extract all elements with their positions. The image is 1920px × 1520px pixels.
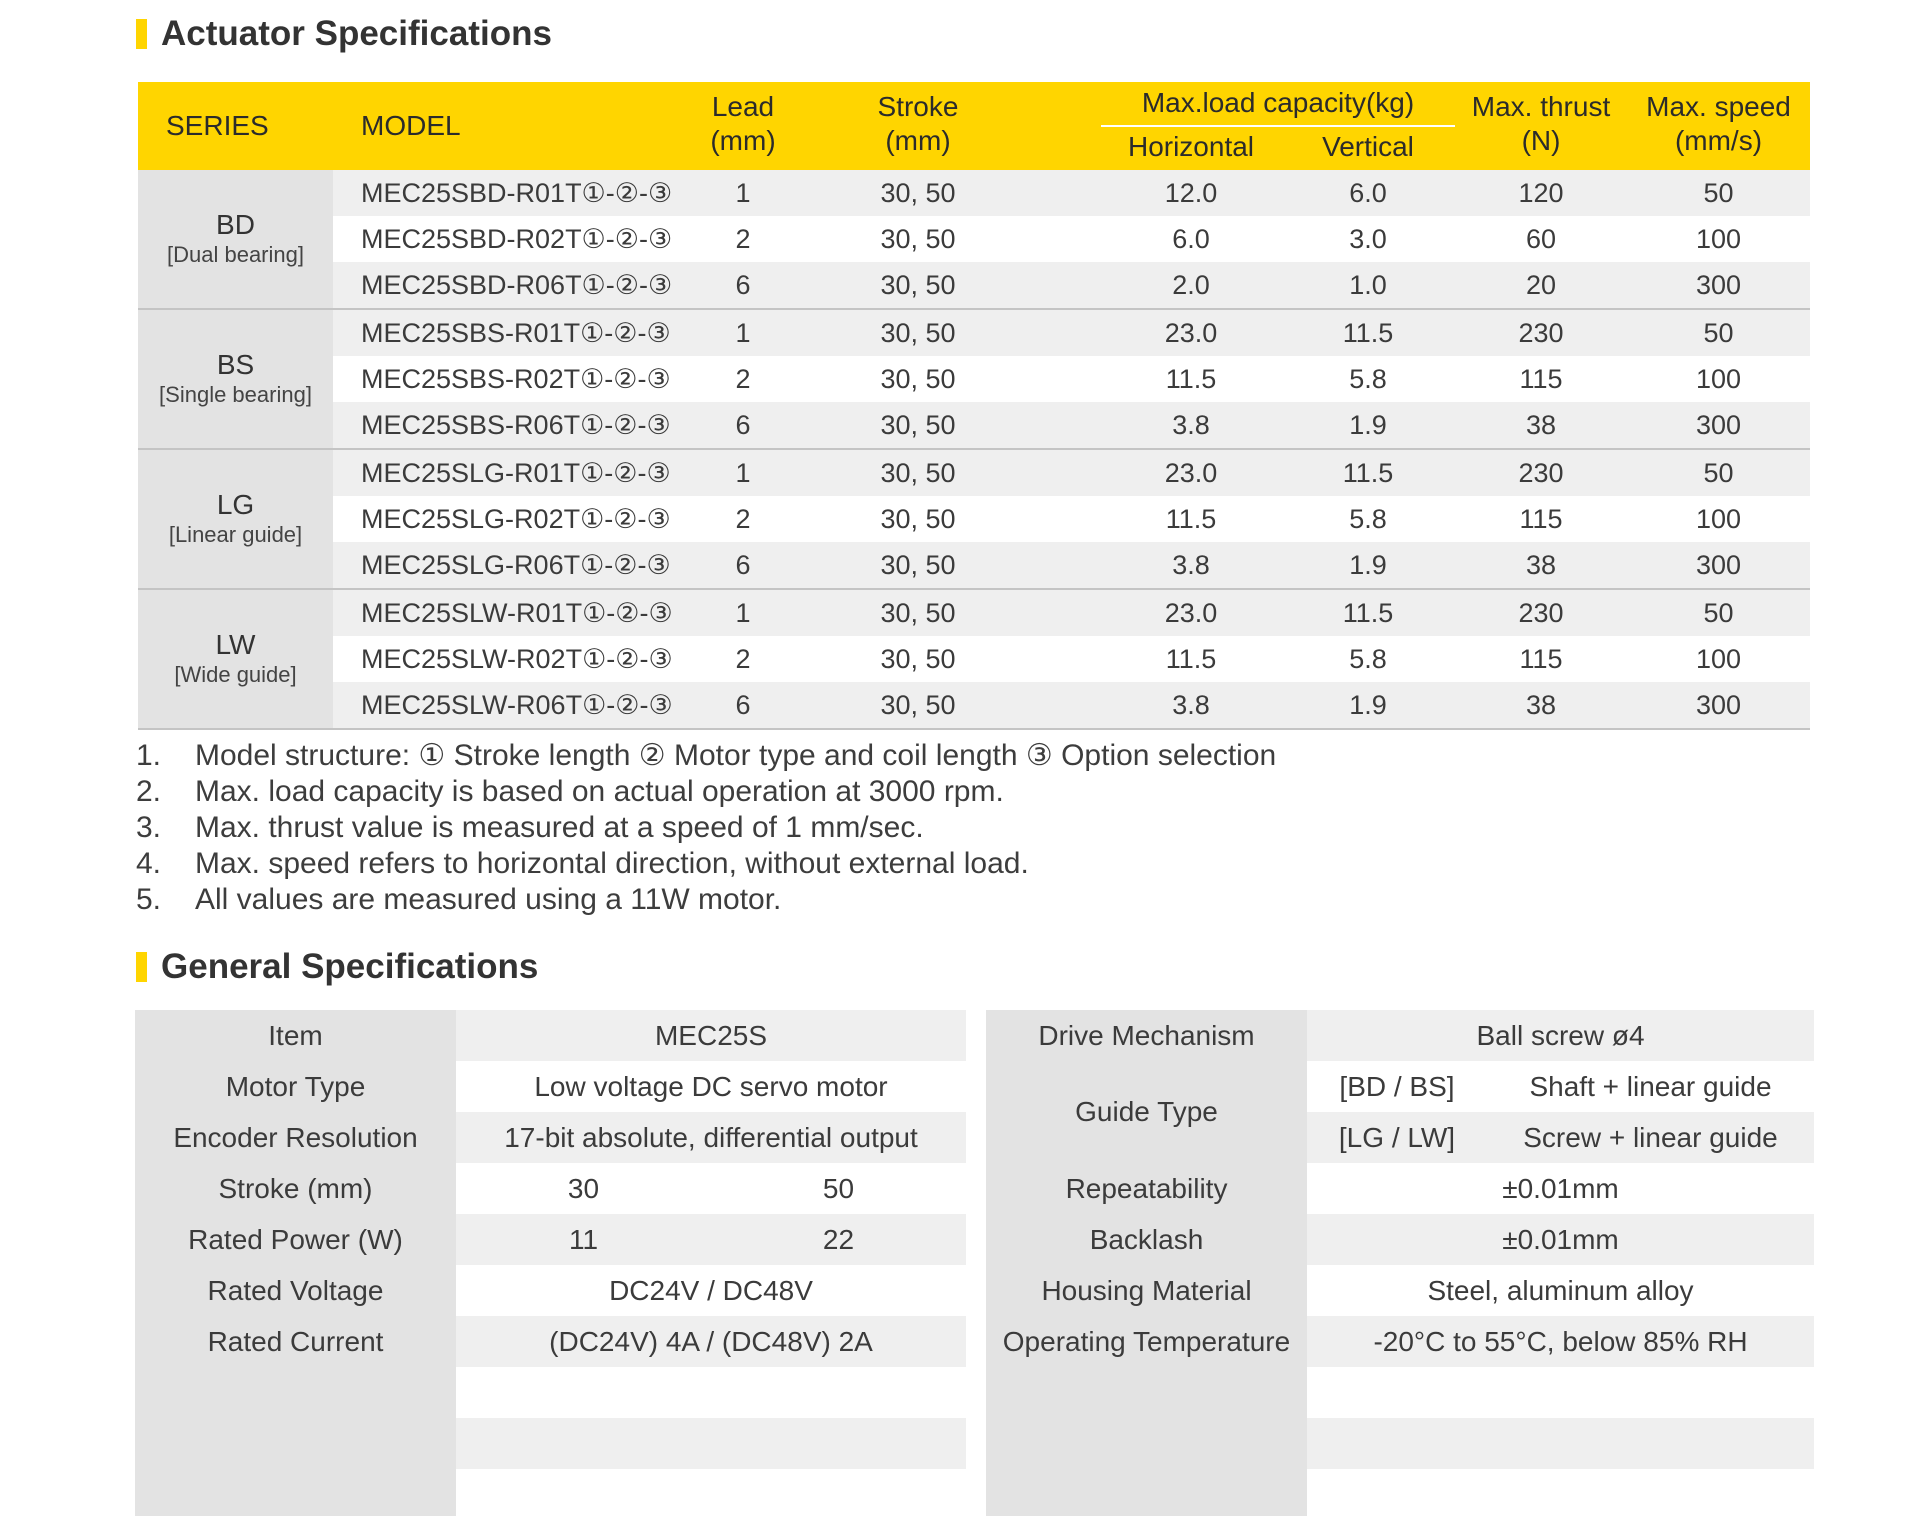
general-spec-table-left	[135, 1010, 966, 1520]
thrust-cell: 230	[1518, 318, 1564, 348]
note-text: All values are measured using a 11W motor.	[195, 883, 782, 916]
header-load-capacity: Max.load capacity(kg)	[1141, 87, 1415, 118]
thrust-cell: 60	[1525, 224, 1557, 254]
stroke-cell: 30, 50	[880, 504, 956, 534]
model-cell: MEC25SLG-R02T①-②-③	[361, 504, 671, 534]
speed-cell: 50	[1703, 178, 1734, 208]
speed-cell: 300	[1695, 690, 1742, 720]
lead-cell: 6	[735, 410, 751, 440]
series-cell	[138, 310, 333, 448]
temperature-label: Operating Temperature	[1002, 1326, 1291, 1357]
thrust-cell: 115	[1519, 504, 1563, 534]
lead-cell: 6	[735, 270, 751, 300]
note-text: Max. load capacity is based on actual operation at 3000 rpm.	[195, 775, 1004, 808]
temperature-value: -20°C to 55°C, below 85% RH	[1373, 1326, 1748, 1357]
lead-cell: 1	[735, 318, 751, 348]
table-row	[333, 170, 1810, 216]
header-thrust-label: Max. thrust	[1471, 91, 1611, 122]
horizontal-load-cell: 12.0	[1164, 178, 1218, 208]
horizontal-load-cell: 11.5	[1165, 504, 1217, 534]
model-cell: MEC25SLG-R06T①-②-③	[361, 550, 671, 580]
general-title-text: General Specifications	[161, 947, 539, 986]
table-row	[333, 682, 1810, 728]
horizontal-load-cell: 23.0	[1164, 458, 1218, 488]
series-group-lg	[138, 450, 1810, 590]
model-cell: MEC25SLW-R02T①-②-③	[361, 644, 673, 674]
guide-value-lg-lw: Screw + linear guide	[1523, 1122, 1778, 1153]
guide-series-lg-lw: [LG / LW]	[1338, 1122, 1456, 1153]
power-label: Rated Power (W)	[188, 1224, 403, 1255]
header-lead	[668, 90, 818, 158]
horizontal-load-cell: 6.0	[1172, 224, 1210, 254]
stroke-cell: 30, 50	[880, 598, 956, 628]
lead-cell: 6	[735, 550, 751, 580]
encoder-value: 17-bit absolute, differential output	[504, 1122, 918, 1153]
speed-cell: 300	[1695, 270, 1742, 300]
vertical-load-cell: 1.0	[1349, 270, 1387, 300]
thrust-cell: 20	[1525, 270, 1557, 300]
thrust-cell: 38	[1525, 410, 1557, 440]
note-number: 4.	[136, 847, 162, 880]
model-cell: MEC25SBS-R01T①-②-③	[361, 318, 671, 348]
vertical-load-cell: 11.5	[1342, 318, 1394, 348]
vertical-load-cell: 11.5	[1342, 598, 1394, 628]
speed-cell: 50	[1703, 318, 1734, 348]
vertical-load-cell: 3.0	[1349, 224, 1387, 254]
title-accent-bar	[136, 952, 147, 982]
note-text: Max. thrust value is measured at a speed of 1 mm/sec.	[195, 811, 924, 844]
actuator-title-text: Actuator Specifications	[161, 14, 552, 53]
horizontal-load-cell: 3.8	[1172, 410, 1210, 440]
table-row	[333, 590, 1810, 636]
horizontal-load-cell: 11.5	[1165, 644, 1217, 674]
speed-cell: 300	[1695, 550, 1742, 580]
table-row	[333, 450, 1810, 496]
model-cell: MEC25SBD-R01T①-②-③	[361, 178, 673, 208]
stroke-cell: 30, 50	[880, 458, 956, 488]
series-cell	[138, 170, 333, 308]
model-cell: MEC25SBD-R02T①-②-③	[361, 224, 673, 254]
table-row	[333, 310, 1810, 356]
vertical-load-cell: 5.8	[1349, 364, 1387, 394]
note-number: 2.	[136, 775, 162, 808]
item-label: Item	[268, 1020, 323, 1051]
horizontal-load-cell: 23.0	[1164, 318, 1218, 348]
backlash-value: ±0.01mm	[1502, 1224, 1619, 1255]
model-cell: MEC25SBS-R06T①-②-③	[361, 410, 671, 440]
lead-cell: 1	[735, 178, 751, 208]
vertical-load-cell: 6.0	[1349, 178, 1387, 208]
header-speed	[1627, 90, 1810, 158]
header-speed-unit: (mm/s)	[1674, 125, 1763, 156]
header-stroke	[818, 90, 1018, 158]
repeatability-label: Repeatability	[1065, 1173, 1228, 1204]
general-section-title	[136, 947, 538, 987]
series-group-bs	[138, 310, 1810, 450]
table-row	[333, 356, 1810, 402]
stroke-cell: 30, 50	[880, 550, 956, 580]
thrust-cell: 115	[1519, 644, 1563, 674]
note-number: 3.	[136, 811, 162, 844]
lead-cell: 2	[735, 224, 751, 254]
series-code: BS	[216, 349, 255, 380]
drive-value: Ball screw ø4	[1476, 1020, 1645, 1051]
voltage-label: Rated Voltage	[207, 1275, 384, 1306]
header-horizontal: Horizontal	[1127, 131, 1255, 162]
housing-value: Steel, aluminum alloy	[1427, 1275, 1694, 1306]
row-shade	[456, 1418, 966, 1469]
stroke-cell: 30, 50	[880, 644, 956, 674]
stroke-cell: 30, 50	[880, 178, 956, 208]
horizontal-load-cell: 3.8	[1172, 550, 1210, 580]
vertical-load-cell: 5.8	[1349, 504, 1387, 534]
table-row	[333, 262, 1810, 308]
thrust-cell: 230	[1518, 458, 1564, 488]
power-value-11: 11	[568, 1224, 599, 1255]
actuator-section-title	[136, 14, 552, 54]
drive-label: Drive Mechanism	[1038, 1020, 1255, 1051]
header-vertical: Vertical	[1322, 131, 1414, 162]
housing-label: Housing Material	[1041, 1275, 1252, 1306]
header-speed-label: Max. speed	[1646, 91, 1791, 122]
stroke-cell: 30, 50	[880, 364, 956, 394]
speed-cell: 50	[1703, 598, 1734, 628]
model-cell: MEC25SLW-R06T①-②-③	[361, 690, 673, 720]
table-row	[333, 636, 1810, 682]
header-load-divider	[1101, 125, 1455, 127]
lead-cell: 2	[735, 504, 751, 534]
series-code: LG	[216, 489, 255, 520]
encoder-label: Encoder Resolution	[173, 1122, 418, 1153]
stroke-value-30: 30	[567, 1173, 600, 1204]
series-cell	[138, 590, 333, 728]
power-value-22: 22	[822, 1224, 855, 1255]
header-lead-unit: (mm)	[710, 125, 776, 156]
stroke-label: Stroke (mm)	[218, 1173, 373, 1204]
vertical-load-cell: 1.9	[1349, 550, 1387, 580]
speed-cell: 300	[1695, 410, 1742, 440]
table-row	[333, 496, 1810, 542]
note-text: Max. speed refers to horizontal direction, without external load.	[195, 847, 1029, 880]
stroke-cell: 30, 50	[880, 318, 956, 348]
speed-cell: 100	[1695, 364, 1742, 394]
series-group-lw	[138, 590, 1810, 730]
series-description: [Dual bearing]	[167, 242, 304, 267]
voltage-value: DC24V / DC48V	[609, 1275, 813, 1306]
speed-cell: 50	[1703, 458, 1734, 488]
guide-series-bd-bs: [BD / BS]	[1339, 1071, 1455, 1102]
header-stroke-label: Stroke	[877, 91, 959, 122]
model-cell: MEC25SBD-R06T①-②-③	[361, 270, 673, 300]
stroke-cell: 30, 50	[880, 690, 956, 720]
motor-type-label: Motor Type	[225, 1071, 366, 1102]
series-cell	[138, 450, 333, 588]
thrust-cell: 38	[1525, 690, 1557, 720]
header-model: MODEL	[361, 110, 461, 141]
lead-cell: 2	[735, 364, 751, 394]
lead-cell: 1	[735, 458, 751, 488]
row-shade	[1307, 1418, 1814, 1469]
motor-type-value: Low voltage DC servo motor	[534, 1071, 888, 1102]
header-thrust	[1455, 90, 1627, 158]
title-accent-bar	[136, 19, 147, 49]
vertical-load-cell: 5.8	[1349, 644, 1387, 674]
repeatability-value: ±0.01mm	[1502, 1173, 1619, 1204]
model-cell: MEC25SBS-R02T①-②-③	[361, 364, 671, 394]
horizontal-load-cell: 3.8	[1172, 690, 1210, 720]
table-row	[333, 542, 1810, 588]
horizontal-load-cell: 23.0	[1164, 598, 1218, 628]
current-label: Rated Current	[207, 1326, 384, 1357]
series-code: BD	[216, 209, 255, 240]
model-cell: MEC25SLG-R01T①-②-③	[361, 458, 671, 488]
backlash-label: Backlash	[1089, 1224, 1204, 1255]
vertical-load-cell: 1.9	[1349, 410, 1387, 440]
lead-cell: 6	[735, 690, 751, 720]
series-description: [Wide guide]	[174, 662, 297, 687]
header-series: SERIES	[166, 110, 269, 141]
lead-cell: 2	[735, 644, 751, 674]
general-spec-table-right	[986, 1010, 1814, 1520]
thrust-cell: 230	[1518, 598, 1564, 628]
thrust-cell: 38	[1525, 550, 1557, 580]
stroke-value-50: 50	[822, 1173, 855, 1204]
note-number: 5.	[136, 883, 162, 916]
actuator-table-header	[138, 82, 1810, 170]
thrust-cell: 115	[1519, 364, 1563, 394]
vertical-load-cell: 11.5	[1342, 458, 1394, 488]
speed-cell: 100	[1695, 644, 1742, 674]
series-description: [Single bearing]	[159, 382, 312, 407]
thrust-cell: 120	[1518, 178, 1564, 208]
header-lead-label: Lead	[711, 91, 775, 122]
current-value: (DC24V) 4A / (DC48V) 2A	[549, 1326, 873, 1357]
model-cell: MEC25SLW-R01T①-②-③	[361, 598, 673, 628]
table-row	[333, 216, 1810, 262]
speed-cell: 100	[1695, 504, 1742, 534]
stroke-cell: 30, 50	[880, 270, 956, 300]
horizontal-load-cell: 11.5	[1165, 364, 1217, 394]
actuator-spec-table	[138, 82, 1810, 730]
series-code: LW	[215, 629, 256, 660]
series-group-bd	[138, 170, 1810, 310]
note-text: Model structure: ① Stroke length ② Motor type and coil length ③ Option selection	[195, 739, 1277, 772]
series-description: [Linear guide]	[168, 522, 303, 547]
stroke-cell: 30, 50	[880, 410, 956, 440]
actuator-table-body	[138, 170, 1810, 730]
speed-cell: 100	[1695, 224, 1742, 254]
stroke-cell: 30, 50	[880, 224, 956, 254]
header-thrust-unit: (N)	[1521, 125, 1561, 156]
lead-cell: 1	[735, 598, 751, 628]
item-value: MEC25S	[654, 1020, 768, 1051]
guide-value-bd-bs: Shaft + linear guide	[1529, 1071, 1772, 1102]
header-stroke-unit: (mm)	[885, 125, 951, 156]
horizontal-load-cell: 2.0	[1172, 270, 1210, 300]
note-number: 1.	[136, 739, 162, 772]
vertical-load-cell: 1.9	[1349, 690, 1387, 720]
guide-label: Guide Type	[1075, 1096, 1218, 1127]
table-row	[333, 402, 1810, 448]
